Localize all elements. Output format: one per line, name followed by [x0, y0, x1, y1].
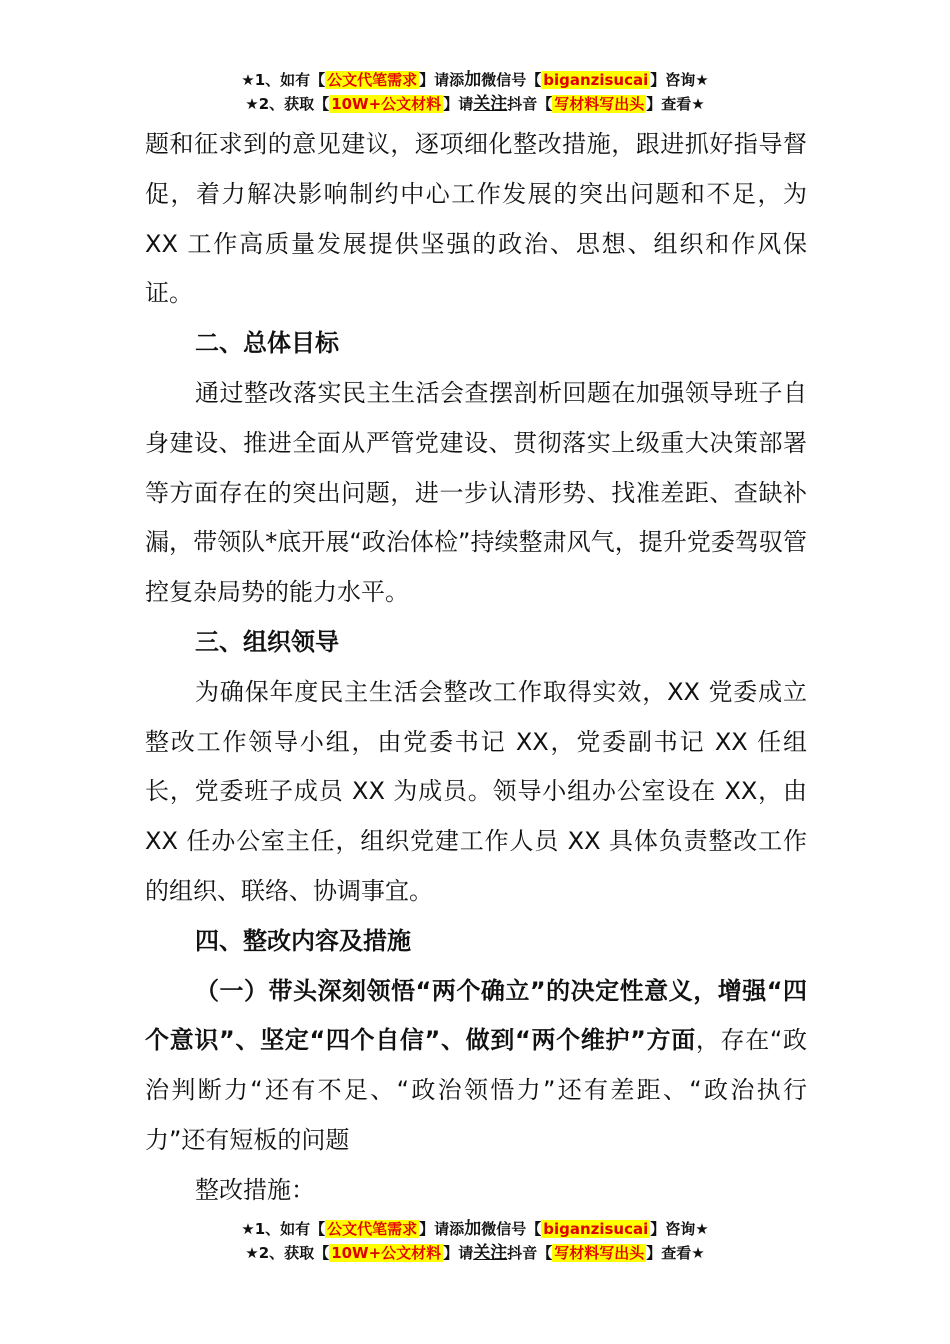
notice-text: 】请 [443, 1244, 474, 1262]
paragraph-continued: 题和征求到的意见建议，逐项细化整改措施，跟进抓好指导督促，着力解决影响制约中心工作发展的突出问题和不足，为 XX 工作高质量发展提供坚强的政治、思想、组织和作风保证。 [145, 130, 807, 308]
section-heading-4: 四、整改内容及措施 [195, 926, 411, 955]
notice-text: 】请 [443, 95, 474, 113]
notice-text: 微信号【 [481, 71, 542, 89]
wechat-id: biganzisucai [543, 1220, 649, 1238]
notice-emphasis: 关注 [473, 1243, 508, 1263]
notice-text: ★2、获取【 [245, 95, 330, 113]
notice-text: 】查看★ [646, 1244, 705, 1262]
notice-text: ★1、如有【 [241, 71, 326, 89]
footer-notice [0, 1217, 950, 1265]
notice-text: 】请添 [419, 1220, 465, 1238]
wechat-id: biganzisucai [543, 71, 649, 89]
notice-text: 】咨询★ [650, 1220, 709, 1238]
douyin-account: 写材料写出头 [554, 1244, 645, 1262]
subsection-1-title: （一）带头深刻领悟“两个确立”的决定性意义，增强“四个意识”、坚定“四个自信”、做到“两个维护”方面 [145, 976, 807, 1055]
section-heading-2: 二、总体目标 [195, 329, 339, 358]
document-body [145, 120, 807, 1216]
notice-line-2 [0, 92, 950, 116]
header-notice [0, 68, 950, 116]
notice-emphasis: 加 [464, 1219, 482, 1239]
notice-text: 抖音【 [507, 95, 553, 113]
notice-text: 】查看★ [646, 95, 705, 113]
notice-line-1 [0, 1217, 950, 1241]
section-heading-3: 三、组织领导 [195, 627, 339, 656]
notice-text: ★1、如有【 [241, 1220, 326, 1238]
highlight-label: 公文代笔需求 [327, 1220, 418, 1238]
douyin-account: 写材料写出头 [554, 95, 645, 113]
paragraph-overall-goal: 通过整改落实民主生活会查摆剖析回题在加强领导班子自身建设、推进全面从严管党建设、贯彻落实上级重大决策部署等方面存在的突出问题，进一步认清形势、找准差距、查缺补漏，带领队*底开展“政治体检”持续整肃风气，提升党委驾驭管控复杂局势的能力水平。 [145, 378, 807, 607]
notice-text: 微信号【 [481, 1220, 542, 1238]
notice-emphasis: 加 [464, 70, 482, 90]
notice-text: 】咨询★ [650, 71, 709, 89]
notice-line-2 [0, 1241, 950, 1265]
measures-label: 整改措施： [195, 1175, 315, 1204]
highlight-label: 10W+公文材料 [331, 95, 442, 113]
notice-emphasis: 关注 [473, 94, 508, 114]
subsection-1-text: ，存在“政治判断力“还有不足、“政治领悟力”还有差距、“政治执行力”还有短板的问题 [145, 1026, 807, 1154]
notice-text: ★2、获取【 [245, 1244, 330, 1262]
notice-text: 】请添 [419, 71, 465, 89]
notice-line-1 [0, 68, 950, 92]
paragraph-organization: 为确保年度民主生活会整改工作取得实效，XX 党委成立整改工作领导小组，由党委书记 XX，党委副书记 XX 任组长，党委班子成员 XX 为成员。领导小组办公室设在 XX，由 XX 任办公室主任，组织党建工作人员 XX 具体负责整改工作的组织、联络、协调事宜。 [145, 677, 807, 905]
subsection-1 [145, 967, 807, 1166]
highlight-label: 公文代笔需求 [327, 71, 418, 89]
notice-text: 抖音【 [507, 1244, 553, 1262]
highlight-label: 10W+公文材料 [331, 1244, 442, 1262]
